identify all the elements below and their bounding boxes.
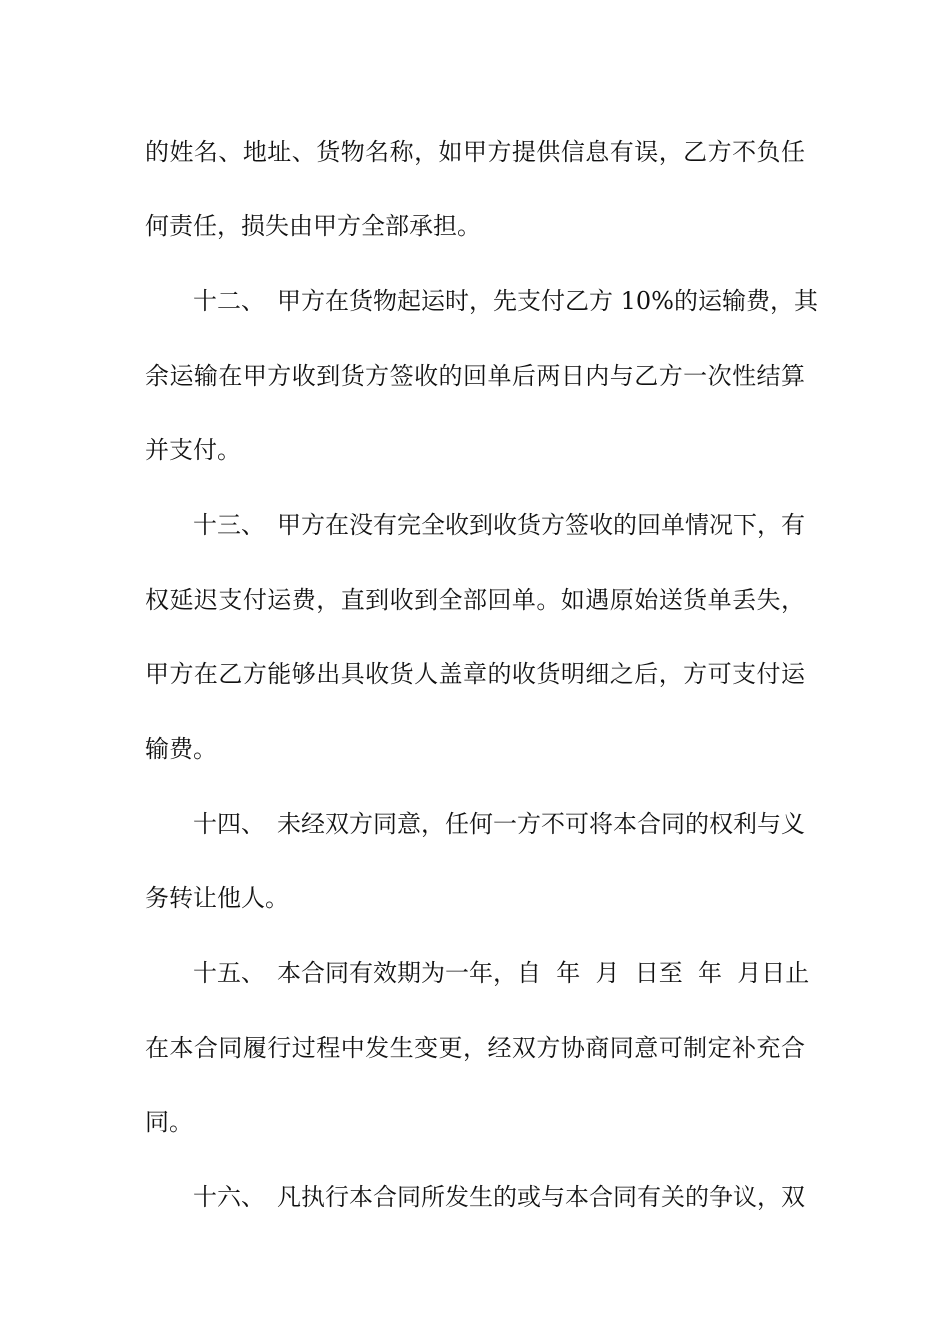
text-line: 并支付。 bbox=[145, 436, 241, 464]
clause-thirteen-first-line bbox=[193, 505, 805, 545]
text-line: 甲方在乙方能够出具收货人盖章的收货明细之后，方可支付运 bbox=[145, 660, 805, 688]
text-line: 输费。 bbox=[145, 735, 217, 763]
text-line: 务转让他人。 bbox=[145, 884, 289, 912]
clause-number: 十五、 bbox=[193, 959, 265, 987]
text-line: 未经双方同意，任何一方不可将本合同的权利与义 bbox=[277, 810, 805, 838]
clause-number: 十二、 bbox=[193, 287, 265, 315]
text-line: 本合同有效期为一年，自 年 月 日至 年 月日止 bbox=[277, 959, 810, 987]
clause-number: 十四、 bbox=[193, 810, 265, 838]
clause-fourteen-first-line bbox=[193, 804, 805, 844]
clause-fifteen-first-line bbox=[193, 953, 810, 993]
text-line: 在本合同履行过程中发生变更，经双方协商同意可制定补充合 bbox=[145, 1034, 805, 1062]
text-line: 余运输在甲方收到货方签收的回单后两日内与乙方一次性结算 bbox=[145, 362, 805, 390]
clause-sixteen-first-line bbox=[193, 1177, 805, 1217]
text-line: 的姓名、地址、货物名称，如甲方提供信息有误，乙方不负任 bbox=[145, 138, 805, 166]
text-line: 何责任，损失由甲方全部承担。 bbox=[145, 212, 481, 240]
text-line: 权延迟支付运费，直到收到全部回单。如遇原始送货单丢失， bbox=[145, 586, 805, 614]
clause-number: 十六、 bbox=[193, 1183, 265, 1211]
clause-number: 十三、 bbox=[193, 511, 265, 539]
text-line: 凡执行本合同所发生的或与本合同有关的争议，双 bbox=[277, 1183, 805, 1211]
text-line: 甲方在货物起运时，先支付乙方 10%的运输费，其 bbox=[277, 287, 818, 315]
clause-twelve-first-line bbox=[193, 281, 818, 321]
text-line: 同。 bbox=[145, 1108, 193, 1136]
text-line: 甲方在没有完全收到收货方签收的回单情况下，有 bbox=[277, 511, 805, 539]
